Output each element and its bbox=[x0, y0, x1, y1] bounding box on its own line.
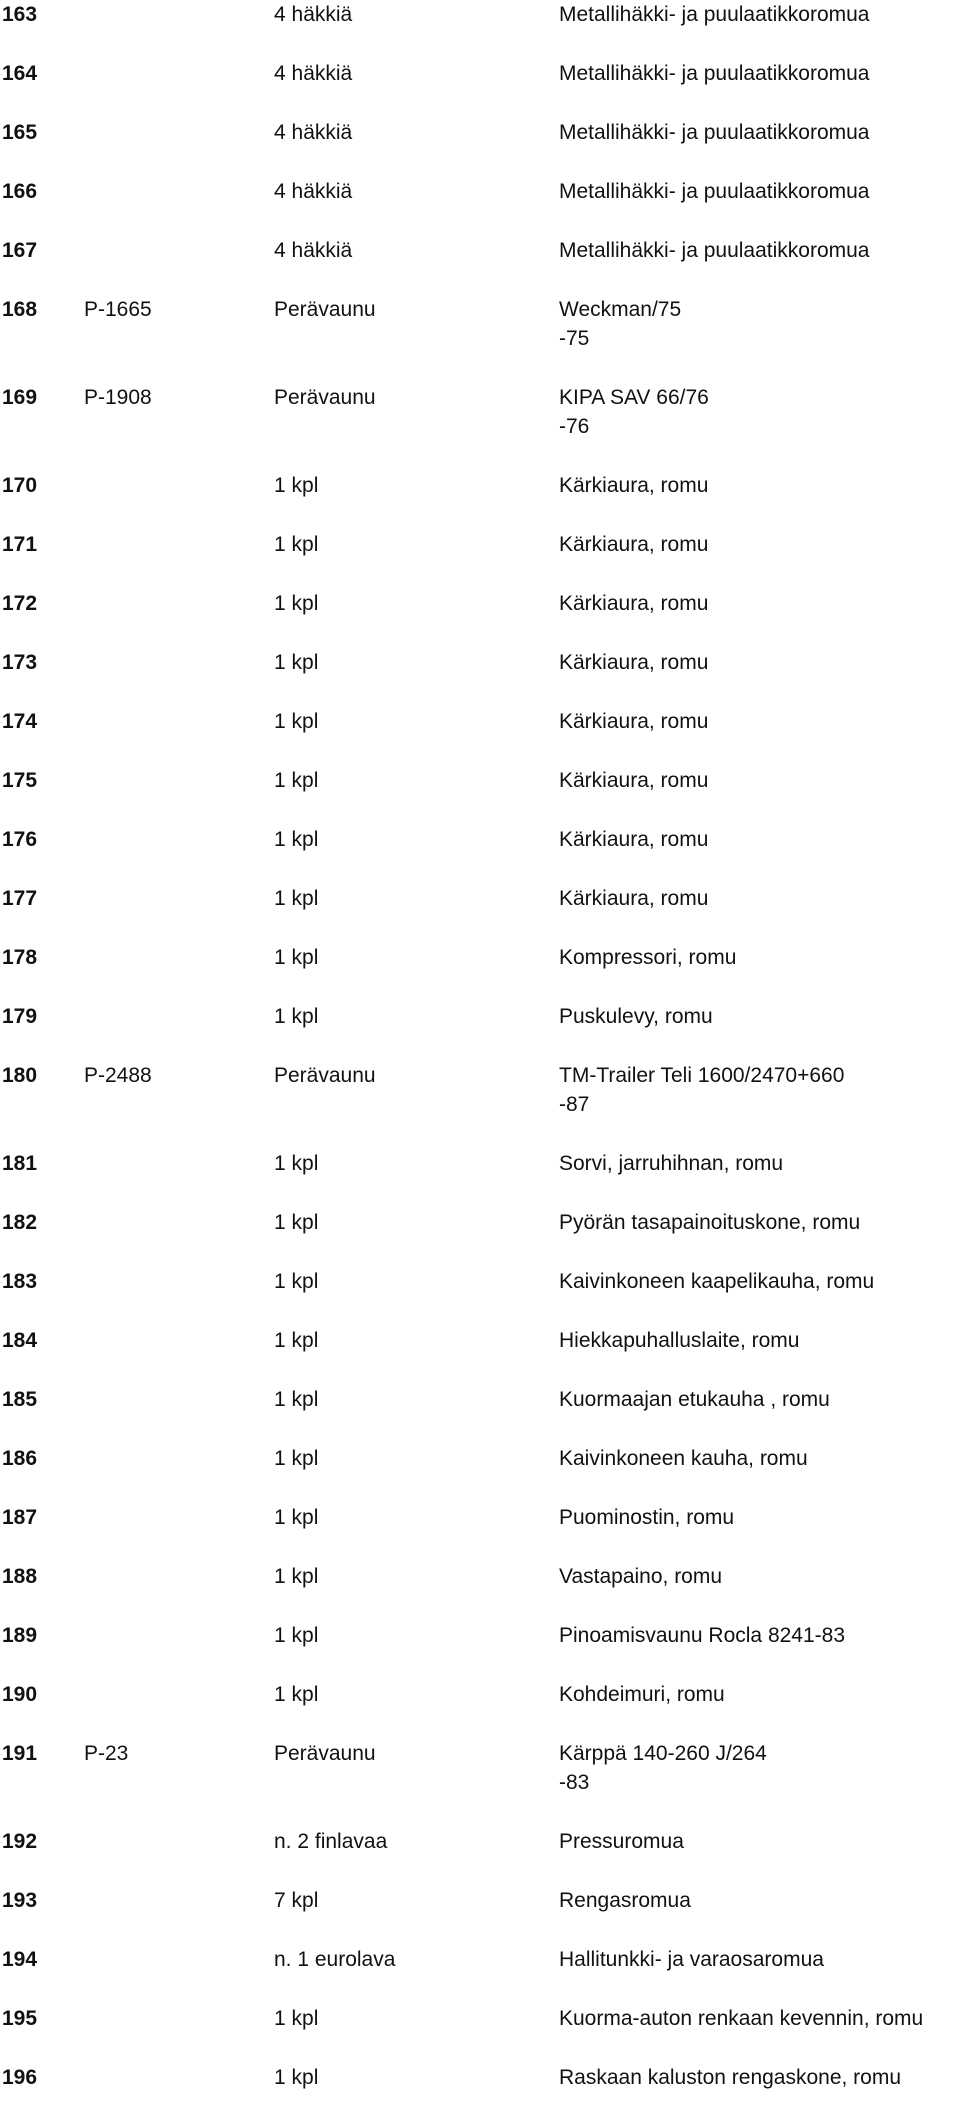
table-row bbox=[0, 1680, 960, 1739]
item-description bbox=[559, 1827, 960, 1856]
item-number: 194 bbox=[2, 1948, 38, 1971]
item-code: P-1665 bbox=[84, 298, 152, 321]
item-description bbox=[559, 1562, 960, 1591]
table-row bbox=[0, 383, 960, 471]
item-number: 178 bbox=[2, 946, 38, 969]
table-row bbox=[0, 1739, 960, 1827]
description-line: Puskulevy, romu bbox=[559, 1005, 713, 1028]
description-line: Kärkiaura, romu bbox=[559, 828, 709, 851]
item-description bbox=[559, 177, 960, 206]
item-code: P-1908 bbox=[84, 386, 152, 409]
item-description bbox=[559, 530, 960, 559]
description-line: Metallihäkki- ja puulaatikkoromua bbox=[559, 121, 870, 144]
table-row bbox=[0, 471, 960, 530]
item-quantity: 1 kpl bbox=[274, 887, 319, 910]
item-quantity: Perävaunu bbox=[274, 298, 376, 321]
item-description bbox=[559, 1503, 960, 1532]
item-number: 164 bbox=[2, 62, 38, 85]
description-line: Raskaan kaluston rengaskone, romu bbox=[559, 2066, 902, 2089]
item-description bbox=[559, 1061, 960, 1119]
item-number: 165 bbox=[2, 121, 38, 144]
table-row bbox=[0, 0, 960, 59]
description-line: Puominostin, romu bbox=[559, 1506, 735, 1529]
description-line: Sorvi, jarruhihnan, romu bbox=[559, 1152, 784, 1175]
item-number: 184 bbox=[2, 1329, 38, 1352]
item-number: 183 bbox=[2, 1270, 38, 1293]
item-quantity: 4 häkkiä bbox=[274, 121, 353, 144]
description-line: Rengasromua bbox=[559, 1889, 691, 1912]
description-line: Pinoamisvaunu Rocla 8241-83 bbox=[559, 1624, 846, 1647]
item-number: 177 bbox=[2, 887, 38, 910]
item-description bbox=[559, 884, 960, 913]
item-quantity: 1 kpl bbox=[274, 1624, 319, 1647]
item-number: 188 bbox=[2, 1565, 38, 1588]
description-line: -75 bbox=[559, 327, 590, 350]
table-row bbox=[0, 707, 960, 766]
description-line: Kärkiaura, romu bbox=[559, 710, 709, 733]
description-line: Metallihäkki- ja puulaatikkoromua bbox=[559, 3, 870, 26]
description-line: Kärkiaura, romu bbox=[559, 533, 709, 556]
item-quantity: 1 kpl bbox=[274, 474, 319, 497]
table-row bbox=[0, 1827, 960, 1886]
item-description bbox=[559, 2004, 960, 2033]
item-description bbox=[559, 2063, 960, 2092]
table-row bbox=[0, 1503, 960, 1562]
table-row bbox=[0, 943, 960, 1002]
item-description bbox=[559, 1621, 960, 1650]
description-line: Kärkiaura, romu bbox=[559, 651, 709, 674]
description-line: Metallihäkki- ja puulaatikkoromua bbox=[559, 239, 870, 262]
item-description bbox=[559, 471, 960, 500]
item-quantity: 1 kpl bbox=[274, 1152, 319, 1175]
item-number: 192 bbox=[2, 1830, 38, 1853]
item-code: P-23 bbox=[84, 1742, 129, 1765]
item-number: 172 bbox=[2, 592, 38, 615]
item-description bbox=[559, 383, 960, 441]
item-number: 168 bbox=[2, 298, 38, 321]
item-quantity: 1 kpl bbox=[274, 828, 319, 851]
item-number: 191 bbox=[2, 1742, 38, 1765]
table-row bbox=[0, 1149, 960, 1208]
item-description bbox=[559, 1680, 960, 1709]
item-number: 175 bbox=[2, 769, 38, 792]
item-quantity: 1 kpl bbox=[274, 1329, 319, 1352]
description-line: Kärppä 140-260 J/264 bbox=[559, 1742, 767, 1765]
table-row bbox=[0, 825, 960, 884]
table-row bbox=[0, 648, 960, 707]
table-row bbox=[0, 2004, 960, 2063]
description-line: Metallihäkki- ja puulaatikkoromua bbox=[559, 62, 870, 85]
item-description bbox=[559, 1945, 960, 1974]
item-number: 176 bbox=[2, 828, 38, 851]
item-number: 186 bbox=[2, 1447, 38, 1470]
description-line: Pressuromua bbox=[559, 1830, 684, 1853]
description-line: Pyörän tasapainoituskone, romu bbox=[559, 1211, 861, 1234]
item-quantity: 7 kpl bbox=[274, 1889, 319, 1912]
item-code: P-2488 bbox=[84, 1064, 152, 1087]
description-line: Kärkiaura, romu bbox=[559, 474, 709, 497]
item-number: 169 bbox=[2, 386, 38, 409]
item-quantity: 4 häkkiä bbox=[274, 62, 353, 85]
item-description bbox=[559, 236, 960, 265]
item-number: 187 bbox=[2, 1506, 38, 1529]
description-line: Kompressori, romu bbox=[559, 946, 737, 969]
table-row bbox=[0, 295, 960, 383]
item-description bbox=[559, 1385, 960, 1414]
item-description bbox=[559, 1886, 960, 1915]
description-line: Kärkiaura, romu bbox=[559, 769, 709, 792]
item-number: 180 bbox=[2, 1064, 38, 1087]
description-line: -76 bbox=[559, 415, 590, 438]
description-line: -87 bbox=[559, 1093, 590, 1116]
description-line: Kärkiaura, romu bbox=[559, 887, 709, 910]
table-row bbox=[0, 1621, 960, 1680]
item-quantity: 1 kpl bbox=[274, 1447, 319, 1470]
item-quantity: 1 kpl bbox=[274, 710, 319, 733]
item-quantity: 4 häkkiä bbox=[274, 180, 353, 203]
item-description bbox=[559, 589, 960, 618]
table-row bbox=[0, 177, 960, 236]
item-quantity: 1 kpl bbox=[274, 1211, 319, 1234]
table-row bbox=[0, 1886, 960, 1945]
item-description bbox=[559, 648, 960, 677]
item-description bbox=[559, 943, 960, 972]
description-line: Metallihäkki- ja puulaatikkoromua bbox=[559, 180, 870, 203]
item-number: 170 bbox=[2, 474, 38, 497]
item-quantity: 1 kpl bbox=[274, 1506, 319, 1529]
description-line: Kaivinkoneen kauha, romu bbox=[559, 1447, 808, 1470]
description-line: Kuormaajan etukauha , romu bbox=[559, 1388, 830, 1411]
item-description bbox=[559, 1208, 960, 1237]
item-quantity: Perävaunu bbox=[274, 1742, 376, 1765]
description-line: TM-Trailer Teli 1600/2470+660 bbox=[559, 1064, 845, 1087]
item-description bbox=[559, 707, 960, 736]
item-number: 182 bbox=[2, 1211, 38, 1234]
item-description bbox=[559, 0, 960, 29]
table-row bbox=[0, 1002, 960, 1061]
item-description bbox=[559, 1002, 960, 1031]
item-quantity: n. 1 eurolava bbox=[274, 1948, 396, 1971]
item-number: 190 bbox=[2, 1683, 38, 1706]
table-row bbox=[0, 1267, 960, 1326]
item-quantity: 1 kpl bbox=[274, 2007, 319, 2030]
description-line: Kuorma-auton renkaan kevennin, romu bbox=[559, 2007, 924, 2030]
item-quantity: 1 kpl bbox=[274, 1270, 319, 1293]
item-number: 163 bbox=[2, 3, 38, 26]
table-row bbox=[0, 59, 960, 118]
item-quantity: n. 2 finlavaa bbox=[274, 1830, 388, 1853]
description-line: Vastapaino, romu bbox=[559, 1565, 723, 1588]
item-description bbox=[559, 59, 960, 88]
item-quantity: Perävaunu bbox=[274, 386, 376, 409]
item-number: 189 bbox=[2, 1624, 38, 1647]
item-number: 171 bbox=[2, 533, 38, 556]
item-description bbox=[559, 825, 960, 854]
item-quantity: 1 kpl bbox=[274, 1005, 319, 1028]
table-row bbox=[0, 589, 960, 648]
description-line: -83 bbox=[559, 1771, 590, 1794]
description-line: Hallitunkki- ja varaosaromua bbox=[559, 1948, 824, 1971]
item-quantity: 4 häkkiä bbox=[274, 3, 353, 26]
table-row bbox=[0, 1208, 960, 1267]
item-quantity: 1 kpl bbox=[274, 1683, 319, 1706]
item-description bbox=[559, 1149, 960, 1178]
item-number: 166 bbox=[2, 180, 38, 203]
item-number: 167 bbox=[2, 239, 38, 262]
table-row bbox=[0, 1562, 960, 1621]
item-number: 185 bbox=[2, 1388, 38, 1411]
item-quantity: Perävaunu bbox=[274, 1064, 376, 1087]
description-line: Kärkiaura, romu bbox=[559, 592, 709, 615]
table-row bbox=[0, 1385, 960, 1444]
table-row bbox=[0, 1326, 960, 1385]
item-description bbox=[559, 1444, 960, 1473]
table-row bbox=[0, 530, 960, 589]
item-quantity: 1 kpl bbox=[274, 651, 319, 674]
item-quantity: 1 kpl bbox=[274, 533, 319, 556]
table-row bbox=[0, 1945, 960, 2004]
table-row bbox=[0, 1061, 960, 1149]
item-quantity: 4 häkkiä bbox=[274, 239, 353, 262]
description-line: Weckman/75 bbox=[559, 298, 682, 321]
table-row bbox=[0, 1444, 960, 1503]
item-quantity: 1 kpl bbox=[274, 946, 319, 969]
item-description bbox=[559, 1326, 960, 1355]
item-number: 195 bbox=[2, 2007, 38, 2030]
item-number: 174 bbox=[2, 710, 38, 733]
item-number: 193 bbox=[2, 1889, 38, 1912]
table-row bbox=[0, 118, 960, 177]
table-row bbox=[0, 236, 960, 295]
item-description bbox=[559, 1739, 960, 1797]
table-row bbox=[0, 2063, 960, 2122]
description-line: Hiekkapuhalluslaite, romu bbox=[559, 1329, 800, 1352]
item-quantity: 1 kpl bbox=[274, 2066, 319, 2089]
table-row bbox=[0, 766, 960, 825]
table-row bbox=[0, 884, 960, 943]
description-line: Kaivinkoneen kaapelikauha, romu bbox=[559, 1270, 875, 1293]
item-quantity: 1 kpl bbox=[274, 1565, 319, 1588]
item-number: 179 bbox=[2, 1005, 38, 1028]
item-description bbox=[559, 118, 960, 147]
item-quantity: 1 kpl bbox=[274, 1388, 319, 1411]
description-line: KIPA SAV 66/76 bbox=[559, 386, 709, 409]
item-quantity: 1 kpl bbox=[274, 769, 319, 792]
item-quantity: 1 kpl bbox=[274, 592, 319, 615]
item-description bbox=[559, 766, 960, 795]
item-number: 196 bbox=[2, 2066, 38, 2089]
item-description bbox=[559, 295, 960, 353]
item-number: 173 bbox=[2, 651, 38, 674]
item-number: 181 bbox=[2, 1152, 38, 1175]
item-description bbox=[559, 1267, 960, 1296]
description-line: Kohdeimuri, romu bbox=[559, 1683, 725, 1706]
